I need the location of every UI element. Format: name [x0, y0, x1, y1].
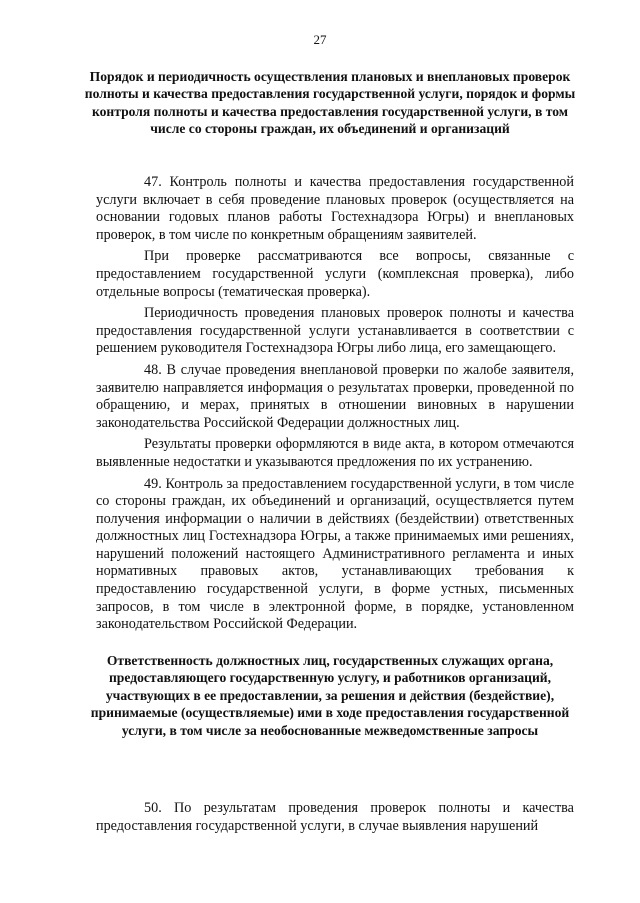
- paragraph-47-inspection-scope: При проверке рассматриваются все вопросы, связанные с предоставлением государственной услуги (комплексная проверка), либо отдельные вопросы (тематическая проверка).: [96, 248, 574, 300]
- paragraph-48: 48. В случае проведения внеплановой проверки по жалобе заявителя, заявителю направляется информация о результатах проверки, проведенной по обращению, и мерах, принятых в отношении виновных в нарушении законодательства Российской Федерации должностных лиц.: [96, 361, 574, 431]
- paragraph-47-periodicity: Периодичность проведения плановых проверок полноты и качества предоставления государственной услуги устанавливается в соответствии с решением руководителя Гостехнадзора Югры либо лица, его замещающего.: [96, 305, 574, 357]
- paragraph-48-results: Результаты проверки оформляются в виде акта, в котором отмечаются выявленные недостатки и указываются предложения по их устранению.: [96, 436, 574, 470]
- section-body-responsibility: [96, 800, 574, 839]
- section-body-control-procedure: [96, 174, 574, 638]
- paragraph-49: 49. Контроль за предоставлением государственной услуги, в том числе со стороны граждан, их объединений и организаций, осуществляется путем получения информации о наличии в действиях (бездействии) ответственных должностных лиц Гостехнадзора Югры, а также принимаемых ими решениях, нарушений положений настоящего Административного регламента и иных нормативных правовых актов, устанавливающих требования к предоставлению государственной услуги, в форме устных, письменных запросов, в том числе в электронной форме, в порядке, установленном законодательством Российской Федерации.: [96, 475, 574, 633]
- paragraph-50: 50. По результатам проведения проверок полноты и качества предоставления государственной услуги, в случае выявления нарушений: [96, 800, 574, 834]
- section-heading-control-procedure: Порядок и периодичность осуществления плановых и внеплановых проверок полноты и качества предоставления государственной услуги, порядок и формы контроля полноты и качества предоставления государственной услуги, в том числе со стороны граждан, их объединений и организаций: [84, 69, 576, 137]
- section-heading-responsibility: Ответственность должностных лиц, государственных служащих органа, предоставляющего государственную услугу, и работников организаций, участвующих в ее предоставлении, за решения и действия (бездействие), принимаемые (осуществляемые) ими в ходе предоставления государственной услуги, в том числе за необоснованные межведомственные запросы: [90, 653, 570, 738]
- page-number: 27: [313, 32, 327, 47]
- paragraph-47: 47. Контроль полноты и качества предоставления государственной услуги включает в себя проведение плановых проверок (осуществляется на основании годовых планов работы Гостехнадзора Югры) и внеплановых проверок, в том числе по конкретным обращениям заявителей.: [96, 174, 574, 243]
